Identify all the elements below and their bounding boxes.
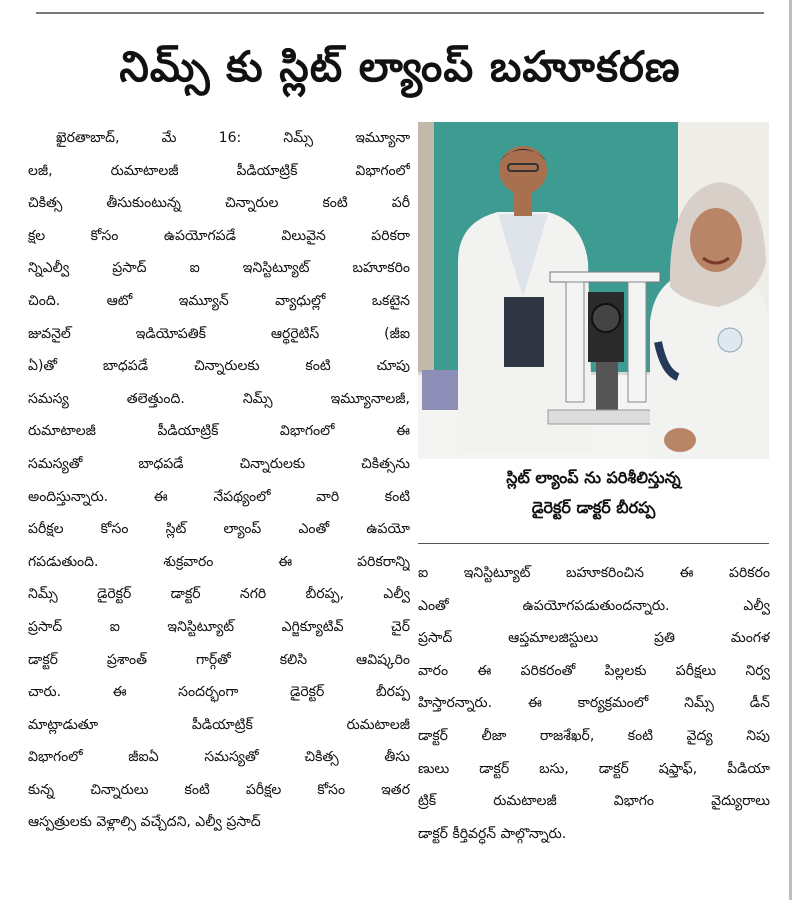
article-headline: నిమ్స్ కు స్లిట్ ల్యాంప్ బహూకరణ (119, 42, 681, 91)
body-line: చికిత్స తీసుకుంటున్న చిన్నారుల కంటి పరీ (28, 195, 410, 212)
body-line: రుమాటాలజీ పీడియాట్రిక్ విభాగంలో ఈ (28, 423, 410, 440)
body-line: ఖైరతాబాద్, మే 16: నిమ్స్ ఇమ్యూనా (56, 130, 410, 146)
body-line: డాక్టర్ లీజా రాజశేఖర్, కంటి వైద్య నిపు (418, 727, 770, 744)
page-edge-rule (789, 0, 792, 900)
body-line: గపడుతుంది. శుక్రవారం ఈ పరికరాన్ని (28, 553, 410, 570)
photo-caption (418, 463, 769, 544)
body-line: న్నిఎల్వీ ప్రసాద్ ఐ ఇనిస్టిట్యూట్ బహూకరిం (28, 260, 410, 277)
body-line: డాక్టర్ ప్రశాంత్ గార్గ్‌తో కలిసి ఆవిష్కరిం (28, 651, 410, 668)
slit-lamp (550, 272, 660, 282)
body-line: చారు. ఈ సందర్భంగా డైరెక్టర్ బీరప్ప (28, 684, 410, 701)
top-rule (36, 12, 764, 14)
body-line: లజీ, రుమాటాలజీ పీడియాట్రిక్ విభాగంలో (28, 162, 410, 179)
body-line: ప్రసాద్ ఐ ఇనిస్టిట్యూట్ ఎగ్జిక్యూటివ్ చైర్ (28, 618, 410, 635)
body-line: విభాగంలో జీఐఏ సమస్యతో చికిత్స తీసు (28, 749, 410, 766)
body-line: ఏ)తో బాధపడే చిన్నారులకు కంటి చూపు (28, 358, 410, 375)
body-line: సమస్య తలెత్తుంది. నిమ్స్ ఇమ్యూనాలజీ, (28, 390, 410, 407)
body-line: నిమ్స్ డైరెక్టర్ డాక్టర్ నగరి బీరప్ప, ఎల్వీ (28, 586, 410, 603)
article-body-left-column (28, 122, 410, 839)
caption-line: డైరెక్టర్ డాక్టర్ బీరప్ప (531, 498, 656, 517)
body-line: మాట్లాడుతూ పీడియాట్రిక్ రుమటాలజీ (28, 716, 410, 733)
body-line: ఎంతో ఉపయోగపడుతుందన్నారు. ఎల్వీ (418, 597, 770, 614)
body-line: హిస్తారన్నారు. ఈ కార్యక్రమంలో నిమ్స్ డీన్ (418, 695, 770, 712)
article-body-right-column (418, 557, 770, 850)
caption-line: స్లిట్ ల్యాంప్ ను పరిశీలిస్తున్న (506, 468, 681, 487)
body-line: పరీక్షల కోసం స్లిట్ ల్యాంప్ ఎంతో ఉపయో (28, 521, 410, 538)
body-line: ట్రిక్ రుమటాలజీ విభాగం వైద్యురాలు (418, 793, 770, 810)
body-line: ఆస్పత్రులకు వెళ్లాల్సి వచ్చేదని, ఎల్వీ ప్రసాద్ (28, 814, 261, 831)
body-line: క్షల కోసం ఉపయోగపడే విలువైన పరికరా (28, 227, 410, 244)
body-line: అందిస్తున్నారు. ఈ నేపథ్యంలో వారి కంటి (28, 488, 410, 505)
body-line: కున్న చిన్నారులు కంటి పరీక్షల కోసం ఇతర (28, 781, 410, 798)
body-line: డాక్టర్ కీర్తివర్ధన్ పాల్గొన్నారు. (418, 825, 567, 842)
body-line: చింది. ఆటో ఇమ్యూన్ వ్యాధుల్లో ఒకటైన (28, 292, 410, 309)
body-line: ఐ ఇనిస్టిట్యూట్ బహూకరించిన ఈ పరికరం (418, 565, 770, 581)
article-photo (418, 122, 769, 459)
body-line: జువనైల్ ఇడియోపతిక్ ఆర్థరైటిస్ (జీఐ (28, 325, 410, 342)
body-line: ణులు డాక్టర్ బసు, డాక్టర్ షఫ్తాఫ్, పీడియా (418, 760, 770, 777)
body-line: సమస్యతో బాధపడే చిన్నారులకు చికిత్సను (28, 455, 410, 472)
body-line: ప్రసాద్ ఆప్తమాలజిస్టులు ప్రతి మంగళ (418, 630, 770, 647)
body-line: వారం ఈ పరికరంతో పిల్లలకు పరీక్షలు నిర్వ (418, 662, 770, 679)
